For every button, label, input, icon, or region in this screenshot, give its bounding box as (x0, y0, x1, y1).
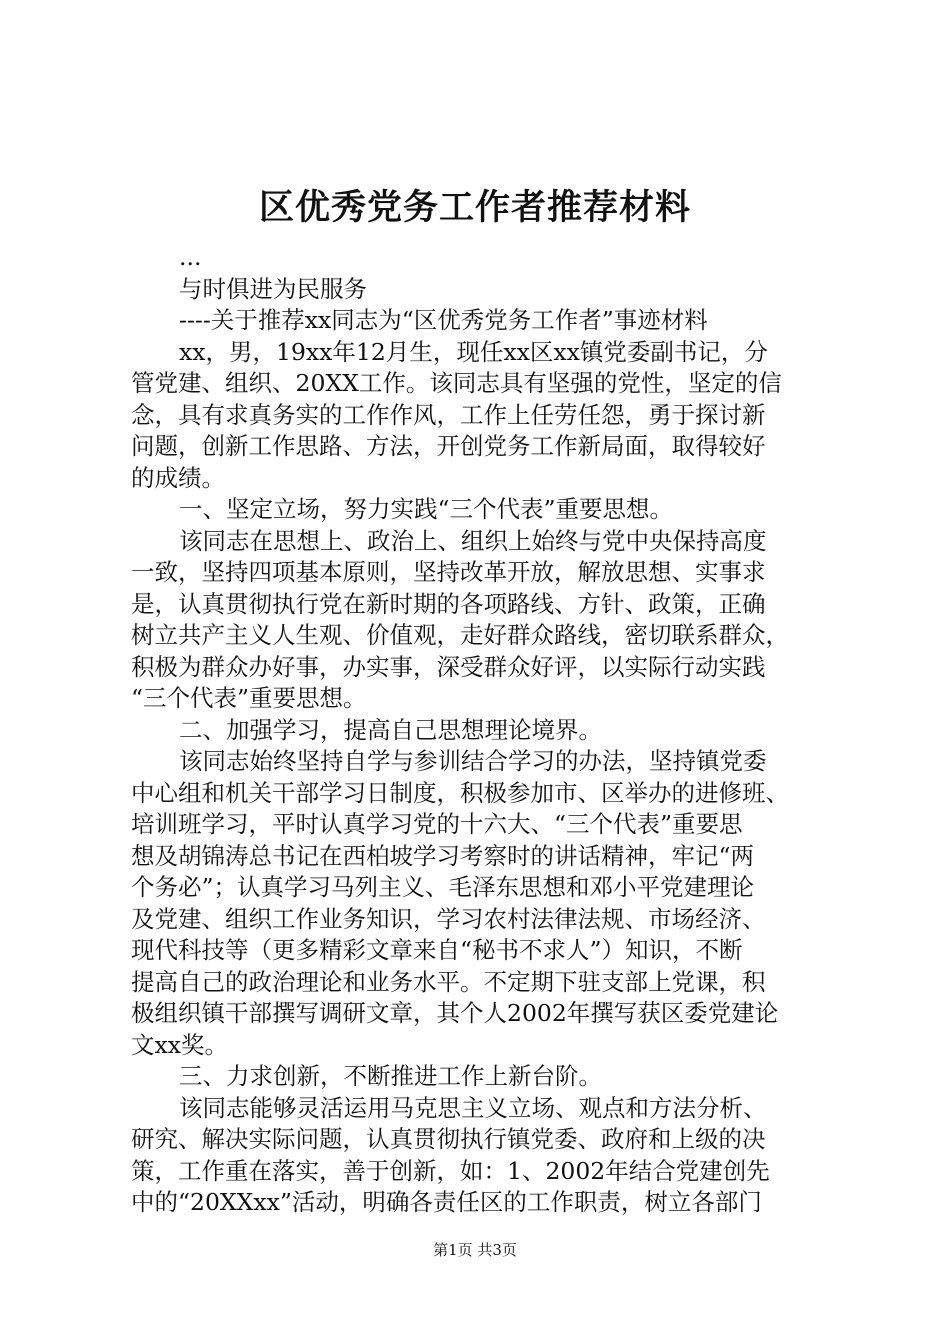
text-line: 树立共产主义人生观、价值观，走好群众路线，密切联系群众， (131, 621, 789, 649)
text-line: 极组织镇干部撰写调研文章，其个人2002年撰写获区委党建论 (131, 999, 779, 1027)
text-line: xx，男，19xx年12月生，现任xx区xx镇党委副书记，分 (179, 337, 768, 366)
text-line: 个务必”；认真学习马列主义、毛泽东思想和邓小平党建理论 (131, 873, 755, 901)
document-title: 区优秀党务工作者推荐材料 (258, 187, 691, 228)
text-line: 提高自己的政治理论和业务水平。不定期下驻支部上党课，积 (131, 967, 766, 996)
text-line: 策，工作重在落实，善于创新，如：1、2002年结合党建创先 (131, 1156, 770, 1185)
text-line: 文xx奖。 (131, 1030, 229, 1059)
byline: ----关于推荐xx同志为“区优秀党务工作者”事迹材料 (179, 306, 708, 334)
ellipsis-line: ... (179, 243, 202, 271)
text-line: 中的“20XXxx”活动，明确各责任区的工作职责，树立各部门 (131, 1188, 762, 1216)
text-line: 管党建、组织、20XX工作。该同志具有坚强的党性，坚定的信 (131, 369, 782, 397)
text-line: 该同志在思想上、政治上、组织上始终与党中央保持高度 (179, 526, 767, 555)
document-body (131, 242, 831, 1219)
text-line: 一、坚定立场，努力实践“三个代表”重要思想。 (179, 495, 674, 523)
text-line: 及党建、组织工作业务知识，学习农村法律法规、市场经济、 (131, 904, 766, 933)
text-line: “三个代表”重要思想。 (131, 684, 367, 712)
text-line: 二、加强学习，提高自己思想理论境界。 (179, 715, 602, 744)
page-footer: 第1页 共3页 (433, 1241, 517, 1259)
text-line: 研究、解决实际问题，认真贯彻执行镇党委、政府和上级的决 (131, 1125, 766, 1153)
text-line: 该同志始终坚持自学与参训结合学习的办法，坚持镇党委 (179, 747, 767, 775)
text-line: 问题，创新工作思路、方法，开创党务工作新局面，取得较好 (131, 432, 766, 460)
text-line: 三、力求创新，不断推进工作上新台阶。 (179, 1062, 602, 1090)
text-line: 的成绩。 (131, 463, 225, 492)
subtitle-line: 与时俱进为民服务 (179, 274, 367, 303)
text-line: 培训班学习，平时认真学习党的十六大、“三个代表”重要思 (131, 810, 743, 838)
text-line: 中心组和机关干部学习日制度，积极参加市、区举办的进修班、 (131, 778, 789, 807)
text-line: 积极为群众办好事，办实事，深受群众好评，以实际行动实践 (131, 652, 766, 681)
text-line: 是，认真贯彻执行党在新时期的各项路线、方针、政策，正确 (131, 589, 766, 618)
text-line: 念，具有求真务实的工作作风，工作上任劳任怨，勇于探讨新 (131, 400, 766, 429)
text-line: 想及胡锦涛总书记在西柏坡学习考察时的讲话精神，牢记“两 (131, 841, 755, 870)
text-line: 现代科技等（更多精彩文章来自“秘书不求人”）知识，不断 (131, 936, 743, 964)
text-line: 该同志能够灵活运用马克思主义立场、观点和方法分析、 (179, 1093, 767, 1122)
text-line: 一致，坚持四项基本原则，坚持改革开放，解放思想、实事求 (131, 558, 766, 586)
paragraph-lines (131, 337, 831, 1219)
